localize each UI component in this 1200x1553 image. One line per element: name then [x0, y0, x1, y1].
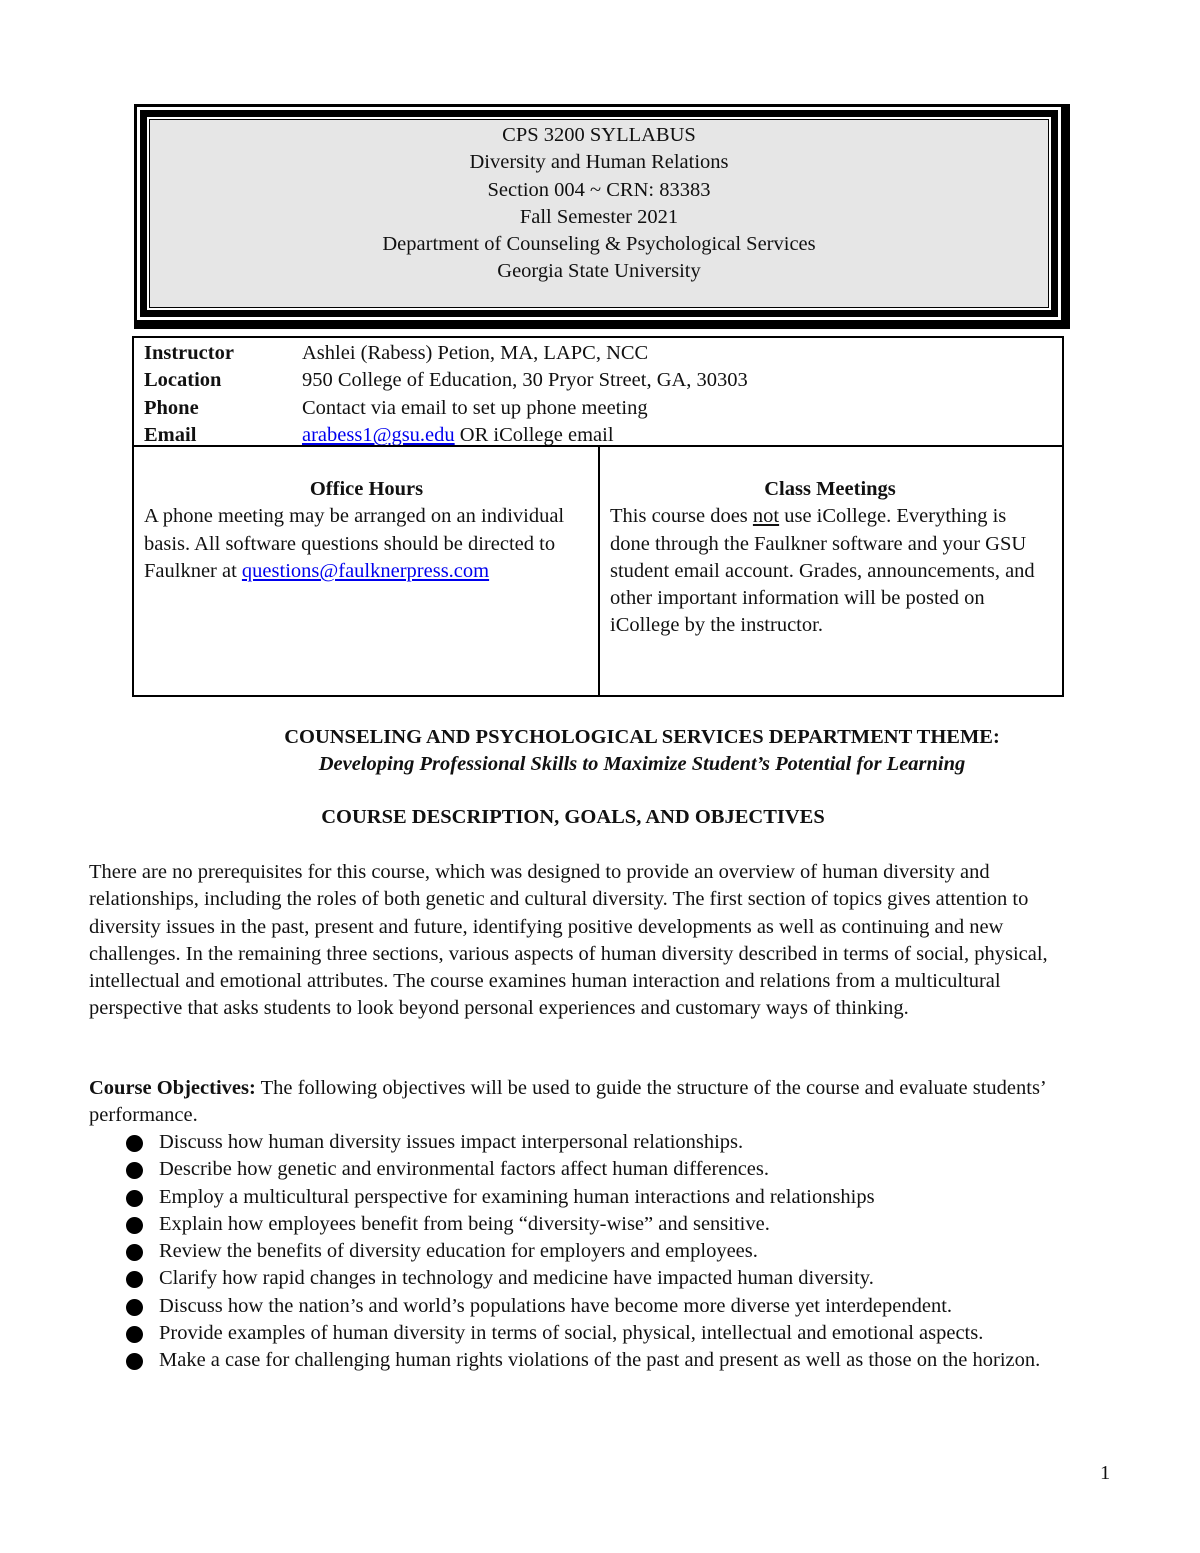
- instructor-info-table: [132, 336, 1064, 697]
- department: Department of Counseling & Psychological Services: [382, 233, 816, 256]
- list-item: Explain how employees benefit from being “diversity-wise” and sensitive.: [124, 1211, 1064, 1238]
- bullet-icon: [126, 1190, 143, 1207]
- email-link[interactable]: arabess1@gsu.edu: [302, 423, 455, 446]
- instructor-row: [144, 340, 748, 367]
- list-item: Make a case for challenging human rights violations of the past and present as well as those on the horizon.: [124, 1347, 1064, 1374]
- office-hours-title: Office Hours: [309, 478, 424, 500]
- faulkner-email-link[interactable]: questions@faulknerpress.com: [241, 559, 490, 582]
- course-code: CPS 3200 SYLLABUS: [502, 124, 696, 146]
- emphasis-not: not: [752, 505, 780, 528]
- theme-title: COUNSELING AND PSYCHOLOGICAL SERVICES DEPARTMENT THEME:: [284, 726, 1000, 748]
- objectives-intro-text: The following objectives will be used to guide the structure of the course and evaluate students’ performance.: [89, 1077, 1046, 1127]
- course-description-heading: COURSE DESCRIPTION, GOALS, AND OBJECTIVES: [321, 806, 825, 828]
- office-hours-text: A phone meeting may be arranged on an individual basis. All software questions should be directed to Faulkner at: [144, 505, 565, 582]
- row-value: OR iCollege email: [454, 423, 614, 446]
- section-crn: Section 004 ~ CRN: 83383: [487, 178, 711, 201]
- bullet-icon: [126, 1353, 143, 1370]
- row-label: Location: [144, 369, 222, 392]
- list-item: Describe how genetic and environmental factors affect human differences.: [124, 1156, 1064, 1183]
- bullet-icon: [126, 1326, 143, 1343]
- bullet-icon: [126, 1271, 143, 1288]
- bullet-icon: [126, 1217, 143, 1234]
- course-description: There are no prerequisites for this course, which was designed to provide an overview of human diversity and relationships, including the roles of both genetic and cultural diversity. The first section of topics gives attention to diversity issues in the past, present and future, identifying positive developments as well as continuing and new challenges. In the remaining three sections, various aspects of human diversity described in terms of social, physical, intellectual and emotional attributes. The course examines human interaction and relations from a multicultural perspective that asks students to look beyond personal experiences and customary ways of thinking.: [89, 861, 1048, 1020]
- bullet-icon: [126, 1162, 143, 1179]
- row-value: Ashlei (Rabess) Petion, MA, LAPC, NCC: [302, 342, 649, 364]
- objectives-label: Course Objectives:: [89, 1077, 256, 1099]
- theme-subtitle: Developing Professional Skills to Maximize Student’s Potential for Learning: [318, 753, 966, 776]
- list-item: Provide examples of human diversity in terms of social, physical, intellectual and emotional aspects.: [124, 1320, 1064, 1347]
- page-number: 1: [1100, 1462, 1111, 1484]
- list-item: Review the benefits of diversity education for employers and employees.: [124, 1238, 1064, 1265]
- row-label: Email: [144, 423, 197, 446]
- location-row: [144, 367, 748, 394]
- row-label: Phone: [144, 396, 199, 419]
- phone-row: [144, 395, 748, 422]
- syllabus-header-box: [134, 104, 1070, 329]
- department-theme: [0, 724, 1200, 779]
- semester: Fall Semester 2021: [519, 205, 679, 228]
- class-meetings-cell: [610, 476, 1050, 640]
- class-meetings-title: Class Meetings: [764, 478, 896, 500]
- bullet-icon: [126, 1244, 143, 1261]
- row-value: 950 College of Education, 30 Pryor Street, GA, 30303: [302, 369, 748, 392]
- list-item: Discuss how human diversity issues impact interpersonal relationships.: [124, 1129, 1064, 1156]
- course-title: Diversity and Human Relations: [469, 151, 729, 174]
- header-inner-border: [140, 110, 1058, 317]
- class-meetings-text: This course does: [610, 505, 753, 528]
- list-item: Employ a multicultural perspective for examining human interactions and relationships: [124, 1184, 1064, 1211]
- list-item: Discuss how the nation’s and world’s populations have become more diverse yet interdependent.: [124, 1293, 1064, 1320]
- office-hours-cell: [144, 476, 589, 585]
- row-label: Instructor: [144, 342, 234, 364]
- bullet-icon: [126, 1135, 143, 1152]
- objectives-list: [124, 1129, 1064, 1375]
- bullet-icon: [126, 1299, 143, 1316]
- row-value: Contact via email to set up phone meeting: [302, 396, 648, 419]
- class-meetings-text: use iCollege. Everything is done through the Faulkner software and your GSU student email account. Grades, announcements, and other important information will be posted on iCollege by the instructor.: [610, 505, 1035, 637]
- header-content: [149, 119, 1049, 308]
- university: Georgia State University: [497, 260, 701, 283]
- divider: [598, 445, 600, 695]
- list-item: Clarify how rapid changes in technology and medicine have impacted human diversity.: [124, 1265, 1064, 1292]
- objectives-intro: [89, 1075, 1049, 1130]
